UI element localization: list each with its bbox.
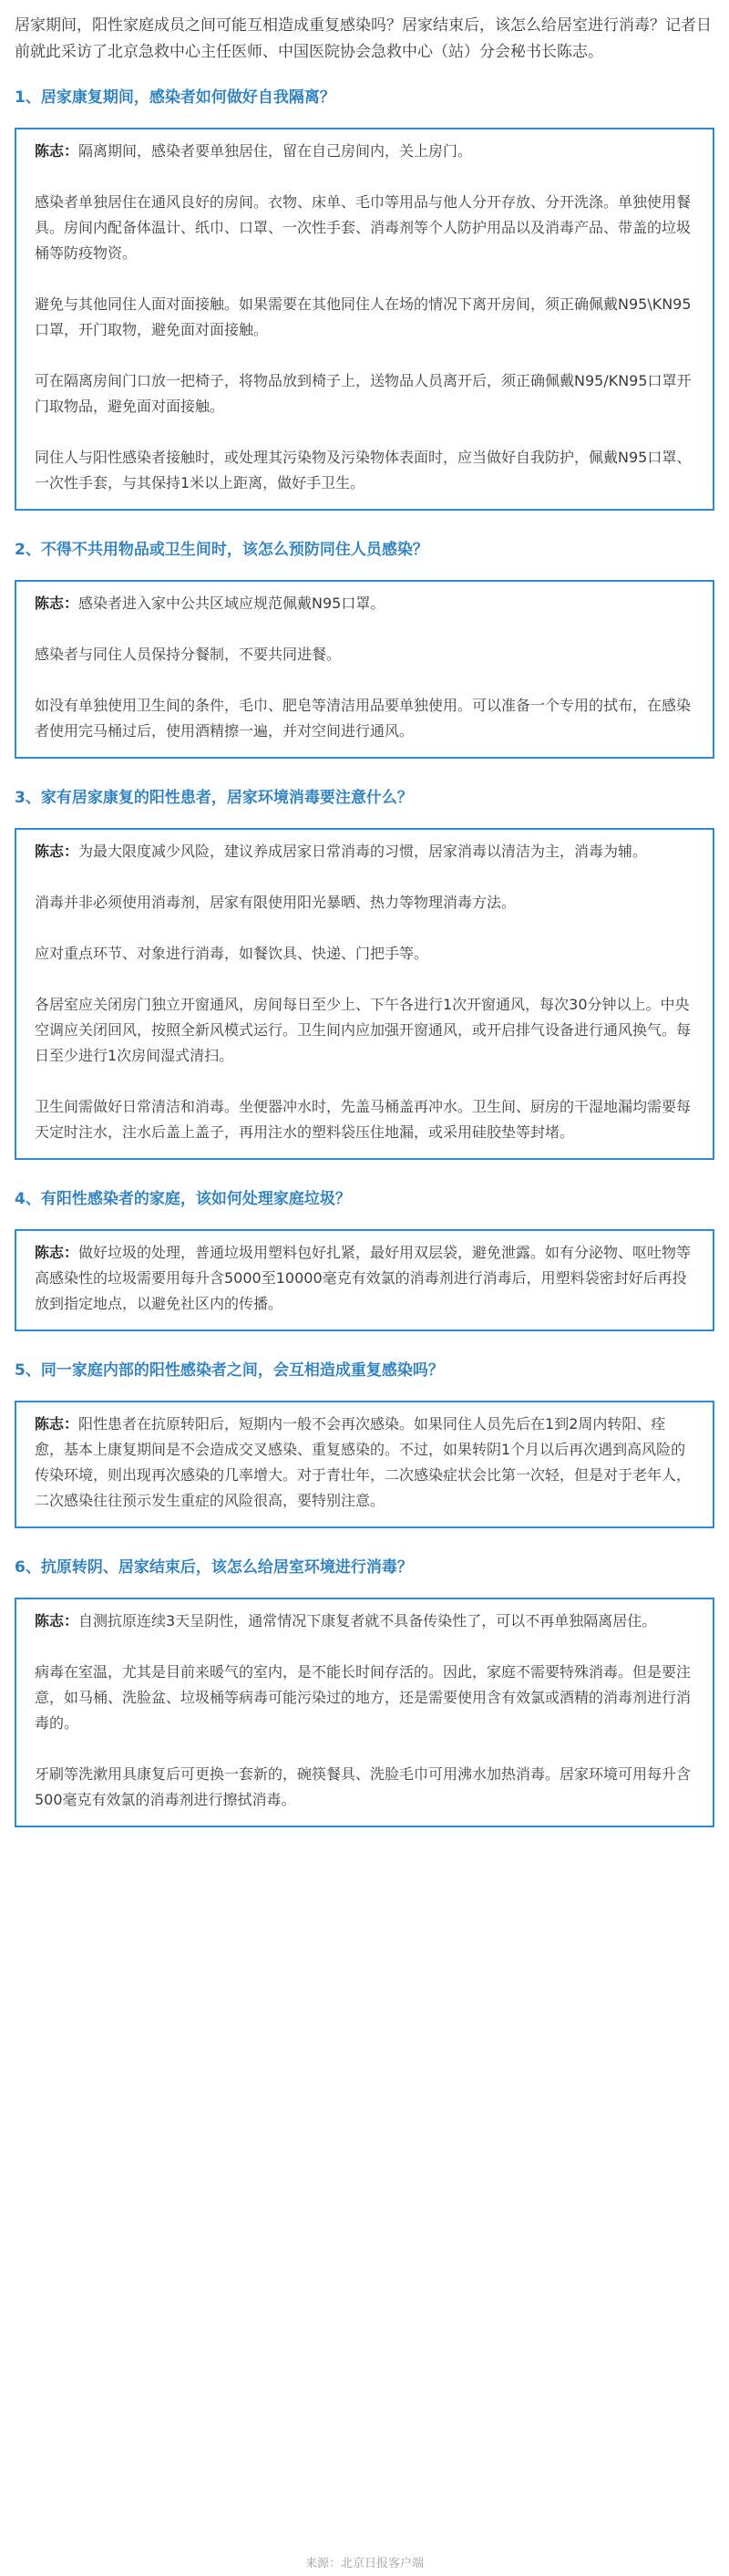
speaker-label: 陈志： [35,595,79,612]
answer-paragraph: 如没有单独使用卫生间的条件，毛巾、肥皂等清洁用品要单独使用。可以准备一个专用的拭布，在感染者使用完马桶过后，使用酒精擦一遍，并对空间进行通风。 [35,697,692,740]
answer-box [15,580,714,759]
answer-paragraph: 牙刷等洗漱用具康复后可更换一套新的，碗筷餐具、洗脸毛巾可用沸水加热消毒。居家环境可用每升含500毫克有效氯的消毒剂进行擦拭消毒。 [35,1765,692,1808]
answer-paragraph: 病毒在室温，尤其是目前来暖气的室内，是不能长时间存活的。因此，家庭不需要特殊消毒。但是要注意，如马桶、洗脸盆、垃圾桶等病毒可能污染过的地方，还是需要使用含有效氯或酒精的消毒剂进行消毒的。 [35,1663,692,1732]
answer-paragraph: 消毒并非必须使用消毒剂，居家有限使用阳光暴晒、热力等物理消毒方法。 [35,894,517,911]
answer-paragraph: 陈志：为最大限度减少风险，建议养成居家日常消毒的习惯，居家消毒以清洁为主，消毒为辅。 [35,843,648,860]
section-1 [15,86,714,511]
section-heading: 4、有阳性感染者的家庭，该如何处理家庭垃圾？ [15,1190,351,1208]
answer-paragraph: 同住人与阳性感染者接触时，或处理其污染物及污染物体表面时，应当做好自我防护，佩戴N95口罩、一次性手套，与其保持1米以上距离，做好手卫生。 [35,449,692,491]
answer-box [15,828,714,1160]
answer-paragraph: 应对重点环节、对象进行消毒，如餐饮具、快递、门把手等。 [35,945,429,962]
speaker-label: 陈志： [35,1612,79,1629]
section-heading: 5、同一家庭内部的阳性感染者之间，会互相造成重复感染吗？ [15,1361,444,1380]
section-heading: 1、居家康复期间，感染者如何做好自我隔离？ [15,88,335,107]
answer-paragraph: 陈志：做好垃圾的处理，普通垃圾用塑料包好扎紧，最好用双层袋，避免泄露。如有分泌物、呕吐物等高感染性的垃圾需要用每升含5000至10000毫克有效氯的消毒剂进行消毒后，用塑料袋密封好后再投放到指定地点，以避免社区内的传播。 [35,1244,692,1312]
speaker-label: 陈志： [35,1415,79,1433]
source-footer: 来源：北京日报客户端 [304,2557,424,2571]
section-5 [15,1359,714,1528]
answer-box [15,1598,714,1827]
answer-paragraph: 各居室应关闭房门独立开窗通风，房间每日至少上、下午各进行1次开窗通风，每次30分钟以上。中央空调应关闭回风，按照全新风模式运行。卫生间内应加强开窗通风，或开启排气设备进行通风换气。每日至少进行1次房间湿式清扫。 [35,996,692,1064]
answer-box [15,1229,714,1331]
speaker-label: 陈志： [35,1244,79,1261]
intro-paragraph: 居家期间，阳性家庭成员之间可能互相造成重复感染吗？居家结束后，该怎么给居室进行消毒？记者日前就此采访了北京急救中心主任医师、中国医院协会急救中心（站）分会秘书长陈志。 [15,16,712,61]
answer-paragraph: 避免与其他同住人面对面接触。如果需要在其他同住人在场的情况下离开房间，须正确佩戴N95\KN95口罩，开门取物，避免面对面接触。 [35,295,692,338]
answer-paragraph: 陈志：自测抗原连续3天呈阴性，通常情况下康复者就不具备传染性了，可以不再单独隔离居住。 [35,1612,657,1629]
answer-box [15,128,714,511]
answer-paragraph: 可在隔离房间门口放一把椅子，将物品放到椅子上，送物品人员离开后，须正确佩戴N95/KN95口罩开门取物品，避免面对面接触。 [35,372,692,415]
answer-paragraph: 感染者与同住人员保持分餐制，不要共同进餐。 [35,646,342,663]
answer-paragraph: 陈志：阳性患者在抗原转阳后，短期内一般不会再次感染。如果同住人员先后在1到2周内转阳、痊愈，基本上康复期间是不会造成交叉感染、重复感染的。不过，如果转阴1个月以后再次遇到高风险的传染环境，则出现再次感染的几率增大。对于青壮年，二次感染症状会比第一次轻，但是对于老年人，二次感染往往预示发生重症的风险很高，要特别注意。 [35,1415,692,1509]
answer-paragraph: 感染者单独居住在通风良好的房间。衣物、床单、毛巾等用品与他人分开存放、分开洗涤。单独使用餐具。房间内配备体温计、纸巾、口罩、一次性手套、消毒剂等个人防护用品以及消毒产品、带盖的垃圾桶等防疫物资。 [35,193,692,262]
section-6 [15,1556,714,1827]
answer-box [15,1401,714,1528]
speaker-label: 陈志： [35,843,79,860]
section-heading: 6、抗原转阴、居家结束后，该怎么给居室环境进行消毒？ [15,1558,413,1577]
section-3 [15,786,714,1160]
speaker-label: 陈志： [35,142,79,160]
section-heading: 2、不得不共用物品或卫生间时，该怎么预防同住人员感染？ [15,541,428,559]
answer-paragraph: 陈志：隔离期间，感染者要单独居住，留在自己房间内，关上房门。 [35,142,473,160]
answer-paragraph: 卫生间需做好日常清洁和消毒。坐便器冲水时，先盖马桶盖再冲水。卫生间、厨房的干湿地漏均需要每天定时注水，注水后盖上盖子，再用注水的塑料袋压住地漏，或采用硅胶垫等封堵。 [35,1098,692,1141]
section-2 [15,538,714,759]
section-4 [15,1187,714,1331]
section-heading: 3、家有居家康复的阳性患者，居家环境消毒要注意什么？ [15,789,413,807]
answer-paragraph: 陈志：感染者进入家中公共区域应规范佩戴N95口罩。 [35,595,385,612]
